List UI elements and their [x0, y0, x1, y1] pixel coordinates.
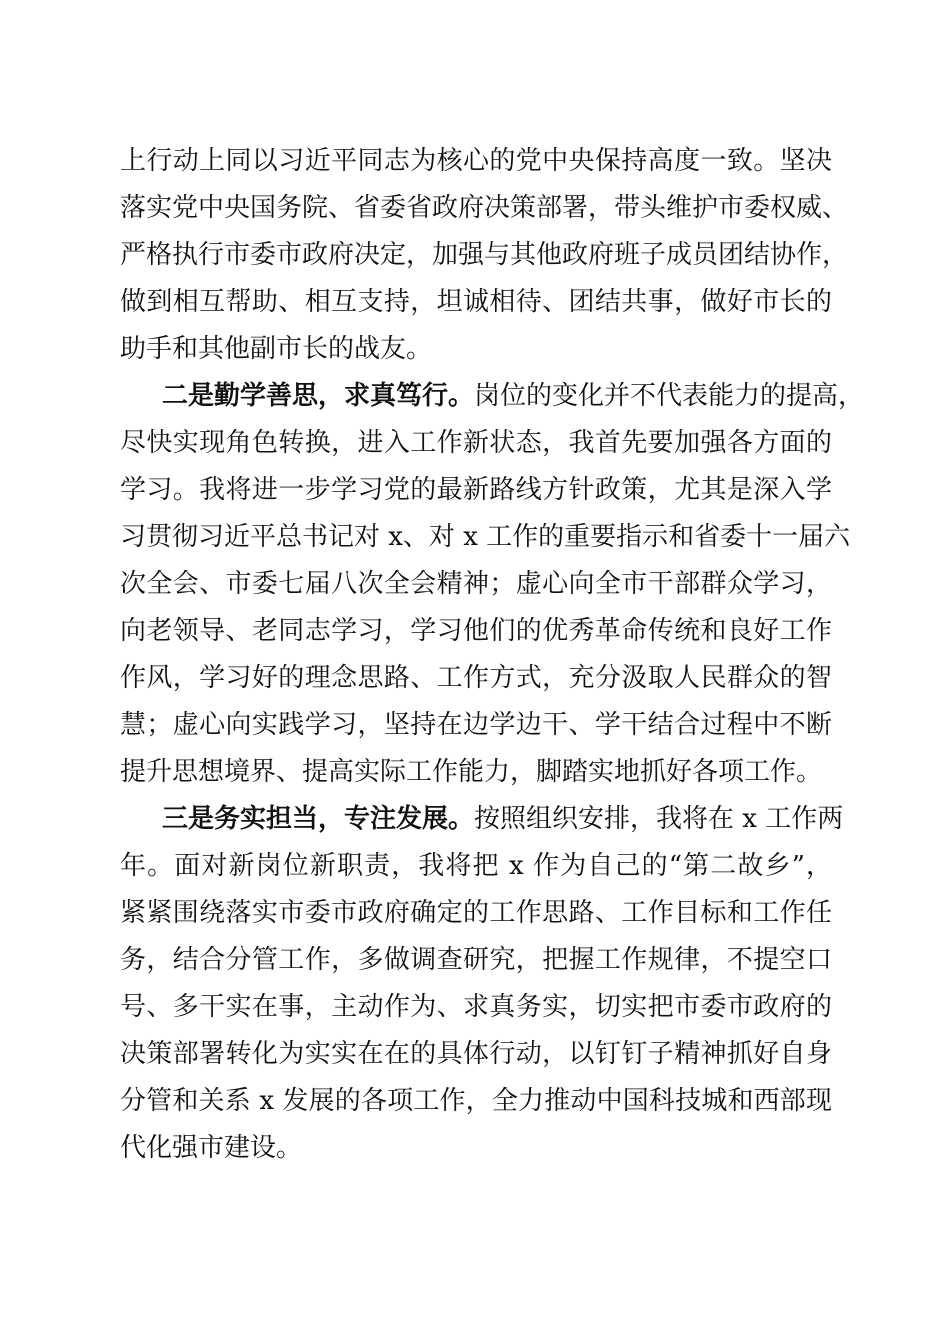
paragraph-line: 上行动上同以习近平同志为核心的党中央保持高度一致。坚决	[120, 146, 832, 176]
paragraph-line: 分管和关系 x 发展的各项工作，全力推动中国科技城和西部现	[120, 1086, 832, 1116]
paragraph-line: 代化强市建设。	[120, 1133, 303, 1163]
paragraph-line: 落实党中央国务院、省委省政府决策部署，带头维护市委权威、	[120, 193, 849, 223]
paragraph-heading: 二是勤学善思，求真笃行。	[162, 381, 475, 411]
paragraph-first-line	[120, 373, 865, 420]
paragraph-first-line	[120, 796, 844, 843]
paragraph-text: 岗位的变化并不代表能力的提高，	[474, 381, 865, 411]
paragraph-line: 做到相互帮助、相互支持，坦诚相待、团结共事，做好市长的	[120, 287, 832, 317]
paragraph-line: 慧；虚心向实践学习，坚持在边学边干、学干结合过程中不断	[120, 710, 832, 740]
paragraph-2	[120, 373, 865, 796]
paragraph-line: 号、多干实在事，主动作为、求真务实，切实把市委市政府的	[120, 992, 832, 1022]
paragraph-line: 紧紧围绕落实市委市政府确定的工作思路、工作目标和工作任	[120, 898, 832, 928]
paragraph-3	[120, 796, 844, 1172]
paragraph-line: 尽快实现角色转换，进入工作新状态，我首先要加强各方面的	[120, 428, 832, 458]
paragraph-line: 助手和其他副市长的战友。	[120, 334, 433, 364]
paragraph-line: 决策部署转化为实实在在的具体行动，以钉钉子精神抓好自身	[120, 1039, 832, 1069]
paragraph-line: 作风，学习好的理念思路、工作方式，充分汲取人民群众的智	[120, 663, 832, 693]
paragraph-line: 年。面对新岗位新职责，我将把 x 作为自己的“第二故乡”，	[120, 851, 832, 881]
document-body	[120, 138, 865, 1172]
paragraph-line: 次全会、市委七届八次全会精神；虚心向全市干部群众学习，	[120, 569, 832, 599]
paragraph-1	[120, 138, 849, 373]
paragraph-line: 提升思想境界、提高实际工作能力，脚踏实地抓好各项工作。	[120, 757, 823, 787]
paragraph-line: 习贯彻习近平总书记对 x、对 x 工作的重要指示和省委十一届六	[120, 522, 851, 552]
paragraph-heading: 三是务实担当，专注发展。	[162, 804, 475, 834]
paragraph-text: 按照组织安排，我将在 x 工作两	[474, 804, 844, 834]
paragraph-line: 向老领导、老同志学习，学习他们的优秀革命传统和良好工作	[120, 616, 832, 646]
paragraph-line: 务，结合分管工作，多做调查研究，把握工作规律，不提空口	[120, 945, 832, 975]
paragraph-line: 严格执行市委市政府决定，加强与其他政府班子成员团结协作，	[120, 240, 849, 270]
paragraph-line: 学习。我将进一步学习党的最新路线方针政策，尤其是深入学	[120, 475, 832, 505]
